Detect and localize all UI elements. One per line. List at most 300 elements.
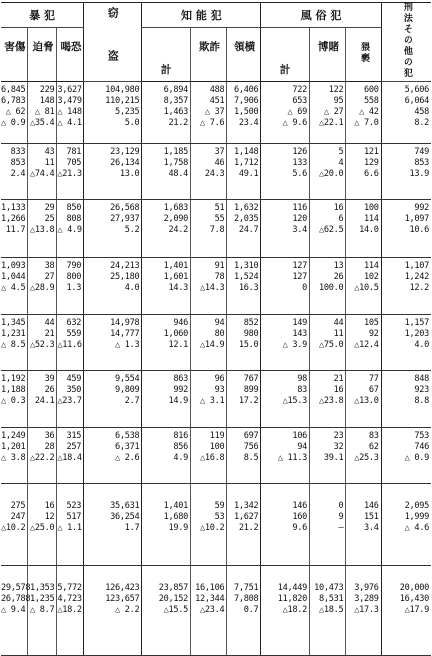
cell-value: 133 <box>292 158 307 168</box>
cell-value: △25.3 <box>354 453 379 463</box>
cell-value: 853 <box>414 158 429 168</box>
table-cell <box>227 371 261 428</box>
cell-value: △ 3.9 <box>282 340 307 350</box>
row-spacer <box>1 566 431 581</box>
cell-value: 29,578 <box>1 583 31 593</box>
cell-value: 106 <box>292 431 307 441</box>
cell-value: 559 <box>66 329 82 339</box>
cell-value: 3,289 <box>354 594 379 604</box>
cell-value: 1,712 <box>234 158 259 168</box>
table-cell <box>261 200 310 258</box>
table-cell <box>142 82 191 144</box>
cell-value: 753 <box>414 431 429 441</box>
cell-value: 114 <box>364 261 379 271</box>
cell-value: 29 <box>44 203 55 213</box>
cell-value: 8.2 <box>414 118 429 128</box>
cell-value: 149 <box>292 318 307 328</box>
cell-value: 1,266 <box>1 214 26 224</box>
table-cell <box>57 258 84 315</box>
cell-value: 36 <box>44 431 55 441</box>
cell-value: 1,345 <box>1 318 26 328</box>
cell-value: 12,344 <box>195 594 225 604</box>
header-intimidation: 脅 迫 <box>28 28 57 82</box>
table-cell <box>28 200 57 258</box>
table-cell <box>227 144 261 200</box>
cell-value: 116 <box>292 203 307 213</box>
table-cell <box>346 498 381 566</box>
table-cell <box>346 82 381 144</box>
table-cell <box>309 200 345 258</box>
table-cell <box>28 258 57 315</box>
table-cell <box>381 82 431 144</box>
table-cell <box>346 371 381 428</box>
table-cell <box>190 371 226 428</box>
cell-value: 5.6 <box>292 169 307 179</box>
table-cell <box>1 371 28 428</box>
cell-value: 44 <box>44 318 55 328</box>
table-cell <box>57 315 84 371</box>
cell-value: 26,134 <box>110 158 140 168</box>
cell-value: 9,809 <box>115 385 140 395</box>
header-violent: 暴 犯 <box>1 3 84 28</box>
cell-value: 1,401 <box>163 261 188 271</box>
cell-value: △18.5 <box>319 605 344 615</box>
table-row <box>1 580 431 656</box>
table-cell <box>190 580 226 656</box>
cell-value: 899 <box>243 385 259 395</box>
table-row <box>1 371 431 428</box>
cell-value: 6,406 <box>234 85 259 95</box>
table-cell <box>381 498 431 566</box>
cell-value: 11.7 <box>5 225 26 235</box>
cell-value: 122 <box>328 85 344 95</box>
cell-value: △17.9 <box>404 605 429 615</box>
cell-value: 24,213 <box>110 261 140 271</box>
cell-value: △ 11.3 <box>277 453 307 463</box>
table-cell <box>84 315 142 371</box>
cell-value: 92 <box>368 329 379 339</box>
cell-value: 1,683 <box>163 203 188 213</box>
table-cell <box>190 315 226 371</box>
cell-value: 14,978 <box>110 318 140 328</box>
cell-value: 21.2 <box>238 523 259 533</box>
cell-value: 1,627 <box>234 512 259 522</box>
cell-value: 808 <box>66 214 82 224</box>
table-cell <box>309 371 345 428</box>
cell-value: △22.1 <box>319 118 344 128</box>
cell-value: 1,148 <box>234 147 259 157</box>
cell-value: 992 <box>173 385 188 395</box>
cell-value: 1,201 <box>1 442 26 452</box>
cell-value: 146 <box>364 501 379 511</box>
cell-value: 0.7 <box>243 605 259 615</box>
cell-value: 23,129 <box>110 147 140 157</box>
cell-value: 1,093 <box>1 261 26 271</box>
table-cell <box>142 258 191 315</box>
cell-value: 705 <box>66 158 82 168</box>
cell-value: 632 <box>66 318 82 328</box>
cell-value: 856 <box>173 442 188 452</box>
table-cell <box>57 82 84 144</box>
cell-value: 746 <box>414 442 429 452</box>
table-cell <box>57 371 84 428</box>
table-cell <box>1 144 28 200</box>
header-other-law: 刑法その他の犯 <box>381 3 431 82</box>
cell-value: 95 <box>333 96 344 106</box>
cell-value: 6,064 <box>404 96 429 106</box>
table-cell <box>261 82 310 144</box>
table-row <box>1 258 431 315</box>
table-cell <box>84 144 142 200</box>
table-cell <box>309 498 345 566</box>
cell-value: 100.0 <box>319 283 344 293</box>
cell-value: 1,999 <box>404 512 429 522</box>
cell-value: △10.2 <box>200 523 225 533</box>
cell-value: 24.1 <box>34 396 55 406</box>
cell-value: △ 7.6 <box>200 118 225 128</box>
table-cell <box>190 144 226 200</box>
cell-value: △ 4.5 <box>1 283 26 293</box>
cell-value: 7.8 <box>209 225 225 235</box>
cell-value: 3,479 <box>57 96 82 106</box>
cell-value: 24.2 <box>168 225 188 235</box>
cell-value: 25 <box>44 214 55 224</box>
cell-value: △75.0 <box>319 340 344 350</box>
cell-value: 488 <box>209 85 225 95</box>
cell-value: 523 <box>66 501 82 511</box>
cell-value: △14.9 <box>200 340 225 350</box>
table-cell <box>57 498 84 566</box>
table-cell <box>381 200 431 258</box>
cell-value: 6,371 <box>115 442 140 452</box>
cell-value: 5 <box>338 147 344 157</box>
cell-value: 16 <box>333 385 344 395</box>
header-embezzlement: 横 領 <box>227 28 261 82</box>
cell-value: 1,680 <box>163 512 188 522</box>
cell-value: 2,095 <box>404 501 429 511</box>
cell-value: 120 <box>292 214 307 224</box>
cell-value: 853 <box>10 158 26 168</box>
table-cell <box>227 580 261 656</box>
table-cell <box>84 258 142 315</box>
cell-value: 459 <box>66 374 82 384</box>
cell-value: △18.4 <box>57 453 82 463</box>
cell-value: 39.1 <box>323 453 344 463</box>
table-cell <box>381 315 431 371</box>
header-moral-total: 計 <box>261 28 310 82</box>
table-cell <box>261 498 310 566</box>
cell-value: 6,845 <box>1 85 26 95</box>
header-gambling: 賭 博 <box>309 28 345 82</box>
cell-value: 800 <box>66 272 82 282</box>
cell-value: 102 <box>364 272 379 282</box>
cell-value: 1,758 <box>163 158 188 168</box>
cell-value: △ 9.6 <box>282 118 307 128</box>
crime-statistics-table <box>1 2 431 656</box>
cell-value: 4.0 <box>414 340 429 350</box>
cell-value: 14.0 <box>359 225 379 235</box>
cell-value: 1,044 <box>1 272 26 282</box>
cell-value: 25,180 <box>110 272 140 282</box>
cell-value: 9.6 <box>292 523 307 533</box>
table-cell <box>142 498 191 566</box>
cell-value: 32 <box>333 442 344 452</box>
table-cell <box>1 580 31 656</box>
cell-value: 980 <box>243 329 259 339</box>
cell-value: 247 <box>10 512 26 522</box>
cell-value: 3,976 <box>354 583 379 593</box>
cell-value: △ 1.3 <box>115 340 140 350</box>
cell-value: 62 <box>368 442 379 452</box>
table-cell <box>346 580 381 656</box>
cell-value: 17.2 <box>238 396 259 406</box>
table-cell <box>227 428 261 484</box>
cell-value: △ 4.9 <box>57 225 82 235</box>
cell-value: 5.0 <box>124 118 140 128</box>
cell-value: 26 <box>333 272 344 282</box>
cell-value: 3,627 <box>57 85 82 95</box>
header-intellectual: 知 能 犯 <box>142 3 261 28</box>
table-cell <box>381 428 431 484</box>
cell-value: 23.4 <box>238 118 259 128</box>
cell-value: 16.3 <box>238 283 259 293</box>
cell-value: 229 <box>39 85 55 95</box>
table-cell <box>57 428 84 484</box>
cell-value: △ 2.6 <box>115 453 140 463</box>
cell-value: △ 1.1 <box>57 523 82 533</box>
cell-value: 1,524 <box>234 272 259 282</box>
cell-value: 23 <box>333 431 344 441</box>
cell-value: 21 <box>333 374 344 384</box>
cell-value: 14,777 <box>110 329 140 339</box>
cell-value: 850 <box>66 203 82 213</box>
cell-value: 1,060 <box>163 329 188 339</box>
table-cell <box>190 82 226 144</box>
cell-value: 6.6 <box>364 169 379 179</box>
table-cell <box>381 371 431 428</box>
cell-value: △ 148 <box>57 107 82 117</box>
table-cell <box>309 82 345 144</box>
table-cell <box>28 315 57 371</box>
table-cell <box>227 498 261 566</box>
table-cell <box>346 200 381 258</box>
cell-value: 767 <box>243 374 259 384</box>
cell-value: 852 <box>243 318 259 328</box>
table-cell <box>142 200 191 258</box>
cell-value: 4,723 <box>57 594 82 604</box>
table-cell <box>28 428 57 484</box>
cell-value: 126,423 <box>105 583 140 593</box>
cell-value: △22.2 <box>29 453 55 463</box>
cell-value: 517 <box>66 512 82 522</box>
table-cell <box>1 315 28 371</box>
cell-value: 8.5 <box>243 453 259 463</box>
cell-value: 26,788 <box>1 594 31 604</box>
header-fraud: 詐 欺 <box>190 28 226 82</box>
table-cell <box>227 82 261 144</box>
cell-value: △ 7.0 <box>354 118 379 128</box>
cell-value: 0 <box>302 283 307 293</box>
cell-value: 4 <box>338 158 344 168</box>
cell-value: △ 37 <box>204 107 225 117</box>
row-spacer <box>1 484 431 499</box>
cell-value: 59 <box>214 501 225 511</box>
cell-value: 11 <box>333 329 344 339</box>
table-cell <box>309 315 345 371</box>
cell-value: 1,188 <box>1 385 26 395</box>
cell-value: 126 <box>292 147 307 157</box>
cell-value: △ 81 <box>34 107 55 117</box>
cell-value: 9 <box>338 512 344 522</box>
table-cell <box>309 258 345 315</box>
cell-value: 992 <box>414 203 429 213</box>
table-cell <box>381 258 431 315</box>
cell-value: 49.1 <box>238 169 259 179</box>
cell-value: 127 <box>292 272 307 282</box>
cell-value: 100 <box>209 442 225 452</box>
cell-value: 5,606 <box>404 85 429 95</box>
cell-value: 16,430 <box>399 594 429 604</box>
header-extortion: 恐 喝 <box>57 28 84 82</box>
cell-value: 53 <box>214 512 225 522</box>
cell-value: 96 <box>214 374 225 384</box>
table-cell <box>227 258 261 315</box>
cell-value: 749 <box>414 147 429 157</box>
cell-value: 1,249 <box>1 431 26 441</box>
cell-value: 6,783 <box>1 96 26 106</box>
cell-value: 816 <box>173 431 188 441</box>
cell-value: △ 69 <box>287 107 307 117</box>
cell-value: 4.0 <box>124 283 140 293</box>
cell-value: 38 <box>44 261 55 271</box>
cell-value: 12.1 <box>168 340 188 350</box>
table-cell <box>227 315 261 371</box>
cell-value: 46 <box>214 158 225 168</box>
cell-value: 151 <box>364 512 379 522</box>
table-row <box>1 428 431 484</box>
cell-value: 257 <box>66 442 82 452</box>
cell-value: 1,157 <box>404 318 429 328</box>
cell-value: 14.9 <box>168 396 188 406</box>
table-cell <box>261 315 310 371</box>
cell-value: △12.4 <box>354 340 379 350</box>
cell-value: △ 2.2 <box>115 605 140 615</box>
cell-value: 24.7 <box>238 225 259 235</box>
table-cell <box>261 428 310 484</box>
cell-value: △11.6 <box>57 340 82 350</box>
cell-value: 39 <box>44 374 55 384</box>
table-cell <box>142 371 191 428</box>
cell-value: 5.2 <box>124 225 140 235</box>
cell-value: 14,449 <box>277 583 307 593</box>
cell-value: 6,538 <box>115 431 140 441</box>
cell-value: 20,000 <box>399 583 429 593</box>
cell-value: △10.2 <box>1 523 26 533</box>
table-cell <box>84 371 142 428</box>
cell-value: 722 <box>292 85 307 95</box>
cell-value: 350 <box>66 385 82 395</box>
table-cell <box>1 200 28 258</box>
cell-value: 2.4 <box>10 169 26 179</box>
table-cell <box>84 428 142 484</box>
cell-value: 37 <box>214 147 225 157</box>
cell-value: 10,473 <box>314 583 344 593</box>
table-cell <box>84 580 142 656</box>
cell-value: △15.5 <box>163 605 188 615</box>
cell-value: 1,192 <box>1 374 26 384</box>
cell-value: △62.5 <box>319 225 344 235</box>
table-cell <box>1 82 28 144</box>
table-cell <box>28 144 57 200</box>
cell-value: 51 <box>214 203 225 213</box>
cell-value: 48.4 <box>168 169 188 179</box>
cell-value: △17.3 <box>354 605 379 615</box>
table-cell <box>57 200 84 258</box>
cell-value: △25.0 <box>29 523 55 533</box>
cell-value: 1.3 <box>66 283 82 293</box>
cell-value: 13.0 <box>119 169 140 179</box>
cell-value: 1,353 <box>29 583 55 593</box>
table-cell <box>84 200 142 258</box>
table-cell <box>28 371 57 428</box>
cell-value: △ 3.1 <box>200 396 225 406</box>
cell-value: 104,980 <box>105 85 140 95</box>
cell-value: 558 <box>364 96 379 106</box>
cell-value: 121 <box>364 147 379 157</box>
cell-value: 16 <box>333 203 344 213</box>
cell-value: 2,090 <box>163 214 188 224</box>
cell-value: 781 <box>66 147 82 157</box>
cell-value: 1,500 <box>234 107 259 117</box>
cell-value: 148 <box>39 96 55 106</box>
cell-value: △15.3 <box>282 396 307 406</box>
table-cell <box>28 580 57 656</box>
cell-value: 1,342 <box>234 501 259 511</box>
cell-value: 1,310 <box>234 261 259 271</box>
cell-value: △21.3 <box>57 169 82 179</box>
cell-value: 923 <box>414 385 429 395</box>
table-cell <box>309 428 345 484</box>
table-cell <box>309 580 345 656</box>
table-cell <box>261 371 310 428</box>
cell-value: 11 <box>44 158 55 168</box>
table-cell <box>142 580 191 656</box>
cell-value: △52.3 <box>29 340 55 350</box>
cell-value: 94 <box>214 318 225 328</box>
cell-value: 143 <box>292 329 307 339</box>
header-theft: 窃 盗 <box>84 3 142 82</box>
cell-value: 451 <box>209 96 225 106</box>
cell-value: 600 <box>364 85 379 95</box>
cell-value: 44 <box>333 318 344 328</box>
cell-value: 8,531 <box>319 594 344 604</box>
cell-value: 12.2 <box>409 283 429 293</box>
table-cell <box>1 258 28 315</box>
cell-value: △13.8 <box>29 225 55 235</box>
cell-value: △20.0 <box>319 169 344 179</box>
cell-value: 1,133 <box>1 203 26 213</box>
cell-value: 1,097 <box>404 214 429 224</box>
cell-value: △16.8 <box>200 453 225 463</box>
cell-value: 848 <box>414 374 429 384</box>
cell-value: △23.4 <box>200 605 225 615</box>
cell-value: △ 4.6 <box>404 523 429 533</box>
cell-value: 80 <box>214 329 225 339</box>
cell-value: 43 <box>44 147 55 157</box>
cell-value: 1,401 <box>163 501 188 511</box>
cell-value: △ 62 <box>5 107 26 117</box>
cell-value: △28.9 <box>29 283 55 293</box>
